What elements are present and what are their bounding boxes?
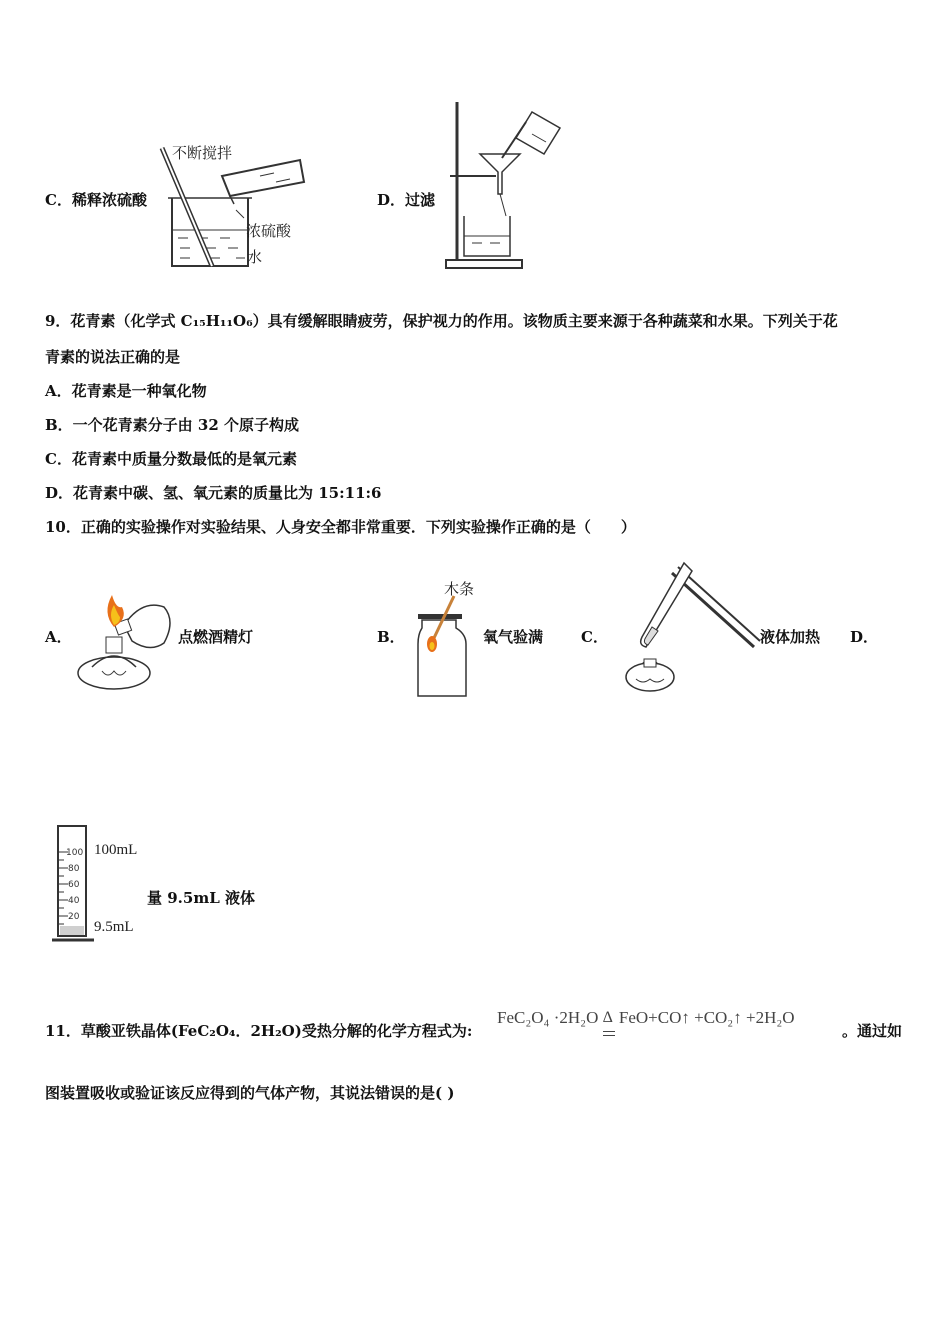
tick-60: 60 bbox=[68, 880, 80, 890]
q9-stem-line2: 青素的说法正确的是 bbox=[45, 348, 181, 366]
q11-equation bbox=[497, 1008, 795, 1028]
q9-option-c[interactable]: C．花青素中质量分数最低的是氧元素 bbox=[45, 450, 297, 468]
dilute-sulfuric-acid-figure bbox=[150, 138, 310, 273]
q11-stem-prefix: 11．草酸亚铁晶体(FeC₂O₄．2H₂O)受热分解的化学方程式为: bbox=[45, 1022, 473, 1040]
tick-40: 40 bbox=[68, 896, 80, 906]
tick-80: 80 bbox=[68, 864, 80, 874]
q10-stem: 10．正确的实验操作对实验结果、人身安全都非常重要．下列实验操作正确的是（ ） bbox=[45, 518, 636, 536]
liquid-heating-figure bbox=[612, 555, 762, 700]
eq-rhs: FeO+CO↑ +CO₂↑ +2H₂O bbox=[618, 1008, 795, 1027]
cylinder-top-label: 100mL bbox=[94, 842, 138, 858]
q8-option-d[interactable]: D．过滤 bbox=[377, 191, 436, 209]
wood-stick-label: 木条 bbox=[444, 580, 475, 598]
acid-label: 浓硫酸 bbox=[246, 222, 292, 240]
stir-label: 不断搅拌 bbox=[172, 144, 233, 162]
q9-stem-line1: 9．花青素（化学式 C₁₅H₁₁O₆）具有缓解眼睛疲劳，保护视力的作用。该物质主要来源于各种蔬菜和水果。下列关于花 bbox=[45, 312, 838, 330]
q8-option-c[interactable]: C．稀释浓硫酸 bbox=[45, 191, 147, 209]
tick-100: 100 bbox=[66, 848, 84, 858]
q9-option-b[interactable]: B．一个花青素分子由 32 个原子构成 bbox=[45, 416, 299, 434]
q10-option-c-letter[interactable]: C． bbox=[581, 628, 608, 646]
tick-20: 20 bbox=[68, 912, 80, 922]
filtration-figure bbox=[440, 98, 570, 273]
q10-option-b-text: 氧气验满 bbox=[483, 628, 544, 646]
alcohol-lamp-figure bbox=[72, 585, 177, 695]
q11-stem-line2: 图装置吸收或验证该反应得到的气体产物，其说法错误的是( ) bbox=[45, 1084, 455, 1102]
eq-condition: Δ bbox=[602, 1009, 613, 1026]
q9-option-d[interactable]: D．花青素中碳、氢、氧元素的质量比为 15:11:6 bbox=[45, 484, 382, 502]
q9-option-a[interactable]: A．花青素是一种氧化物 bbox=[45, 382, 207, 400]
q10-option-d-text: 量 9.5mL 液体 bbox=[147, 889, 255, 907]
oxygen-test-figure bbox=[408, 572, 478, 700]
q10-option-b-letter[interactable]: B． bbox=[377, 628, 405, 646]
q10-option-a-letter[interactable]: A． bbox=[45, 628, 72, 646]
q10-option-a-text: 点燃酒精灯 bbox=[178, 628, 254, 646]
cylinder-bottom-label: 9.5mL bbox=[94, 919, 134, 935]
q11-stem-suffix: 。通过如 bbox=[842, 1022, 903, 1040]
graduated-cylinder-figure bbox=[48, 822, 148, 947]
eq-lhs: FeC₂O₄ ·2H₂O bbox=[497, 1008, 599, 1027]
q10-option-c-text: 液体加热 bbox=[760, 628, 821, 646]
water-label: 水 bbox=[247, 248, 263, 266]
q10-option-d-letter[interactable]: D． bbox=[850, 628, 879, 646]
